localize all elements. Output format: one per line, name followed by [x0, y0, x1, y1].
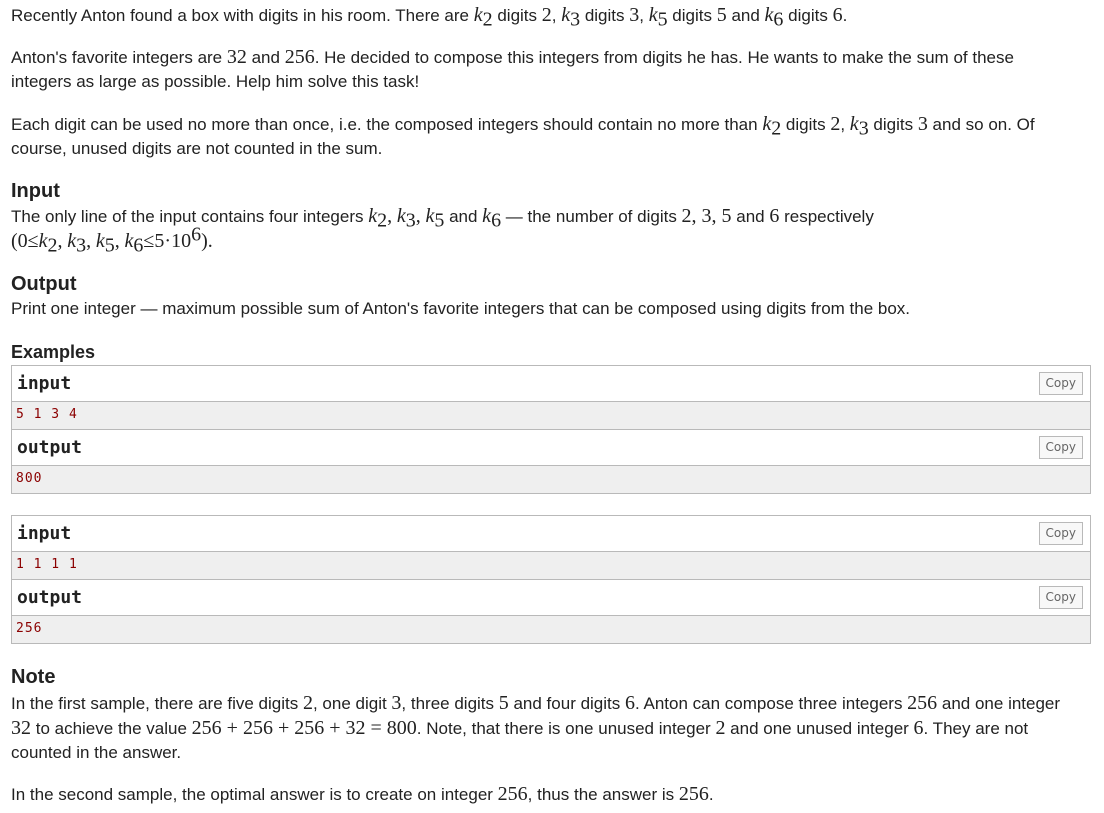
input-constraint: ($0\le k_2$, $k_3$, $k_5$, $k_6\le 5\cdot 10^6$).: [11, 223, 213, 257]
input-label: input: [17, 373, 72, 394]
output-section-title: Output: [11, 273, 77, 295]
example-output-body: [12, 616, 1090, 643]
example-input-value: 5 1 3 4: [16, 407, 78, 422]
input-label: input: [17, 523, 72, 544]
example-test: [11, 515, 1091, 644]
statement-paragraph-1: Recently Anton found a box with digits in his room. There are $k_2$ digits 2, $k_3$ digits 3, $k_5$ digits 5 and $k_6$ digits 6.: [11, 4, 848, 31]
example-input-body: [12, 402, 1090, 430]
example-input-body: [12, 552, 1090, 580]
copy-button[interactable]: Copy: [1039, 372, 1083, 395]
example-output-value: 800: [16, 471, 43, 486]
copy-button[interactable]: Copy: [1039, 522, 1083, 545]
note-paragraph-2: In the second sample, the optimal answer is to create on integer 256, thus the answer is 256.: [11, 783, 714, 805]
example-output-value: 256: [16, 621, 43, 636]
example-input-value: 1 1 1 1: [16, 557, 78, 572]
example-output-header: [12, 430, 1090, 466]
example-input-header: [12, 366, 1090, 402]
example-test: [11, 365, 1091, 494]
output-label: output: [17, 437, 83, 458]
copy-button[interactable]: Copy: [1039, 586, 1083, 609]
statement-paragraph-3: Each digit can be used no more than once, i.e. the composed integers should contain no more than $k_2$ digits 2, $k_3$ digits 3 and so on. Of course, unused digits are not counted in the sum.: [11, 113, 1035, 158]
note-title: Note: [11, 666, 56, 688]
note-paragraph-1: In the first sample, there are five digits 2, one digit 3, three digits 5 and four digits 6. Anton can compose three integers 256 and one integer 32 to achieve the value 256 + 256 + 256 + 32 = 800. Note, that there is one unused integer 2 and one unused integer 6. They are not counted in the answer.: [11, 692, 1061, 762]
input-section-title: Input: [11, 180, 60, 202]
examples-title: Examples: [11, 342, 96, 362]
example-output-body: [12, 466, 1090, 493]
example-output-header: [12, 580, 1090, 616]
copy-button[interactable]: Copy: [1039, 436, 1083, 459]
example-input-header: [12, 516, 1090, 552]
output-section-text: Print one integer — maximum possible sum of Anton's favorite integers that can be composed using digits from the box.: [11, 299, 911, 318]
statement-paragraph-2: Anton's favorite integers are 32 and 256. He decided to compose this integers from digits he has. He wants to make the sum of these integers as large as possible. Help him solve this task!: [11, 46, 1014, 91]
input-section-text: The only line of the input contains four integers $k_2$, $k_3$, $k_5$ and $k_6$ — the number of digits 2, 3, 5 and 6 respectively: [11, 205, 874, 232]
output-label: output: [17, 587, 83, 608]
